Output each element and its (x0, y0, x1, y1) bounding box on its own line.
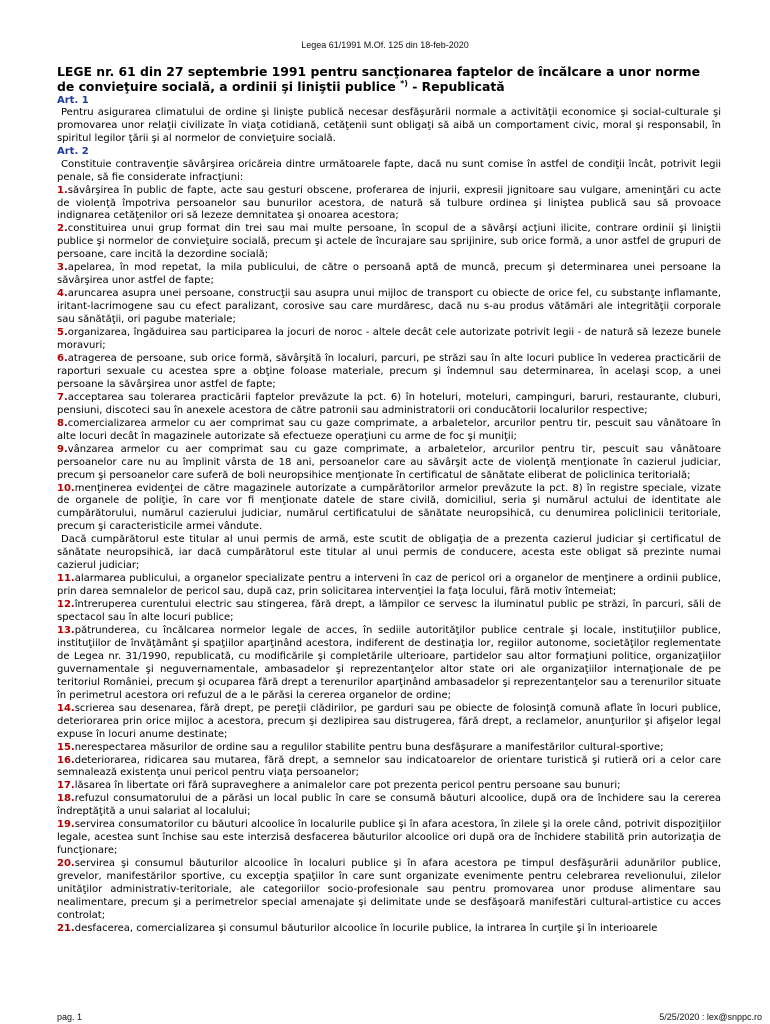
list-item (57, 483, 721, 535)
article-1-text: Pentru asigurarea climatului de ordine şi linişte publică necesar desfăşurării normale a activităţii economice şi social-culturale şi promovarea unor relaţii civilizate în viaţa cotidiană, cetăţenii sunt obligaţi să aibă un comportament civic, moral şi responsabil, în spiritul legilor ţării şi al normelor de convieţuire socială. (57, 107, 721, 145)
article-2-note: Dacă cumpărătorul este titular al unui permis de armă, este scutit de obligaţia de a prezenta cazierul judiciar şi certificatul de sănătate neuropsihică, iar dacă cumpărătorul este titular al unui permis de conducere, acesta este obligat să prezinte numai cazierul judiciar; (57, 534, 721, 572)
item-number: 1. (57, 184, 68, 196)
article-2-items-part2 (57, 573, 721, 936)
list-item (57, 353, 721, 392)
item-text: vânzarea armelor cu aer comprimat sau cu gaze comprimate, a arbaletelor, arcurilor pentru tir, pescuit sau vânătoare persoanelor care nu au împlinit vârsta de 18 ani, persoanelor care au săvârşit acte de violenţă menţionate în cazierul judiciar, precum şi persoanelor care suferă de boli neuropsihice menţionate în certificatul de sănătate eliberat de policlinica teritorială; (57, 443, 721, 481)
list-item (57, 780, 721, 793)
item-text: alarmarea publicului, a organelor specializate pentru a interveni în caz de pericol ori a organelor de menţinere a ordinii publice, prin darea semnalelor de pericol sau, după caz, prin solicitarea intervenţiei la faţa locului, fără motiv întemeiat; (57, 573, 721, 598)
list-item (57, 599, 721, 625)
item-text: nerespectarea măsurilor de ordine sau a regulilor stabilite pentru buna desfăşurare a manifestărilor cultural-sportive; (74, 741, 664, 753)
list-item (57, 755, 721, 781)
item-number: 18. (57, 793, 75, 805)
item-text: atragerea de persoane, sub orice formă, săvârşită în localuri, parcuri, pe străzi sau în alte locuri publice în vederea practicării de raporturi sexuale cu acestea spre a obţine foloase materiale, precum şi îndemnul sau determinarea, în acelaşi scop, a unei persoane la săvârşirea unor astfel de fapte; (57, 352, 721, 390)
item-text: servirea consumatorilor cu băuturi alcoolice în localurile publice şi în afara acestora, în zilele şi la orele când, potrivit dispoziţiilor legale, acestea sunt închise sau este interzisă desfacerea băuturilor alcoolice ori după ora de închidere stabilită prin autorizaţia de funcţionare; (57, 819, 721, 857)
item-text: pătrunderea, cu încălcarea normelor legale de acces, în sediile autorităţilor publice centrale şi locale, instituţiilor publice, instituţiilor de învăţământ şi spaţiilor aparţinând acestora, indiferent de destinaţia lor, regiilor autonome, societăţilor reglementate de Legea nr. 31/1990, republicată, cu modificările şi completările ulterioare, partidelor sau altor formaţiuni politice, organizaţiilor guvernamentale şi neguvernamentale, ambasadelor şi reprezentanţelor altor state ori ale organizaţiilor internaţionale de pe teritoriul României, precum şi ocuparea fără drept a terenurilor aparţinând ambasadelor şi reprezentanţelor sau a terenurilor situate în perimetrul acestora ori refuzul de a le părăsi la cererea organelor de ordine; (57, 624, 721, 701)
item-text: acceptarea sau tolerarea practicării faptelor prevăzute la pct. 6) în hoteluri, moteluri, campinguri, baruri, restaurante, cluburi, pensiuni, discoteci sau în anexele acestora de către patronii sau administratorii ori conducătorii localurilor respective; (57, 391, 721, 416)
item-number: 5. (57, 327, 68, 339)
item-number: 6. (57, 352, 68, 364)
item-text: comercializarea armelor cu aer comprimat sau cu gaze comprimate, a arbaletelor, arcurilor pentru tir, pescuit sau vânătoare în alte locuri decât în magazinele autorizate să efectueze operaţiuni cu arme de foc şi muniţii; (57, 417, 721, 442)
item-text: întreruperea curentului electric sau stingerea, fără drept, a lămpilor ce servesc la iluminatul public pe străzi, în parcuri, săli de spectacol sau în alte locuri publice; (57, 599, 721, 624)
item-text: lăsarea în libertate ori fără supraveghere a animalelor care pot prezenta pericol pentru persoane sau bunuri; (74, 780, 621, 792)
item-text: apelarea, în mod repetat, la mila publicului, de către o persoană aptă de muncă, precum şi determinarea unei persoane la săvârşirea unor astfel de fapte; (57, 262, 721, 287)
list-item (57, 573, 721, 599)
item-number: 11. (57, 573, 75, 585)
list-item (57, 327, 721, 353)
item-number: 3. (57, 262, 68, 274)
page-header: Legea 61/1991 M.Of. 125 din 18-feb-2020 (301, 40, 469, 50)
item-number: 21. (57, 922, 75, 934)
item-number: 19. (57, 819, 75, 831)
list-item (57, 288, 721, 327)
page-number: pag. 1 (57, 1012, 83, 1022)
list-item (57, 223, 721, 262)
list-item (57, 923, 721, 936)
list-item (57, 392, 721, 418)
article-2-items-part1 (57, 185, 721, 535)
item-number: 8. (57, 417, 68, 429)
document-body (57, 64, 721, 936)
law-title-suffix: - Republicată (407, 79, 505, 94)
item-number: 16. (57, 754, 75, 766)
item-number: 10. (57, 482, 75, 494)
footer-date-email: 5/25/2020 : lex@snppc.ro (659, 1012, 762, 1022)
item-text: aruncarea asupra unei persoane, construcţii sau asupra unui mijloc de transport cu obiecte de orice fel, cu substanţe inflamante, iritant-lacrimogene sau cu efect paralizant, corosive sau care murdăresc, dacă nu s-au produs vătămări ale integrităţii corporale sau sănătăţii, ori pagube materiale; (57, 288, 721, 326)
item-text: menţinerea evidenţei de către magazinele autorizate a cumpărătorilor armelor prevăzute la pct. 8) în registre speciale, vizate de organele de poliţie, în care vor fi menţionate datele de stare civilă, domiciliul, seria şi numărul actului de identitate ale cumpărătorului, numărul cazierului judiciar, numărul certificatului de sănătate neuropsihică, cu denumirea policlinicii teritoriale, precum şi caracteristicile armei vândute. (57, 482, 721, 533)
list-item (57, 185, 721, 224)
list-item (57, 444, 721, 483)
list-item (57, 625, 721, 703)
item-text: refuzul consumatorului de a părăsi un local public în care se consumă băuturi alcoolice, după ora de închidere sau la cererea îndreptăţită a unui salariat al localului; (57, 793, 721, 818)
item-number: 7. (57, 391, 68, 403)
item-number: 17. (57, 780, 75, 792)
item-number: 14. (57, 702, 75, 714)
item-text: constituirea unui grup format din trei sau mai multe persoane, în scopul de a săvârşi acţiuni ilicite, contrare ordinii şi liniştii publice şi normelor de convieţuire socială, precum şi actele de încurajare sau sprijinire, sub orice formă, a unor astfel de grupuri de persoane, care incită la dezordine socială; (57, 223, 721, 261)
list-item (57, 262, 721, 288)
list-item (57, 418, 721, 444)
item-text: servirea şi consumul băuturilor alcoolice în localuri publice şi în afara acestora pe timpul desfăşurării adunărilor publice, grevelor, manifestărilor sportive, cu excepţia spaţiilor în care sunt organizate evenimente pentru celebrarea revelionului, zilelor unităţilor administrativ-teritoriale, ale categoriilor socio-profesionale sau pentru promovarea unor produse alimentare sau nealimentare, precum şi a perimetrelor special amenajate şi delimitate unde se desfăşoară manifestări cultural-artistice cu acces controlat; (57, 858, 721, 921)
article-2-intro: Constituie contravenţie săvârşirea oricăreia dintre următoarele fapte, dacă nu sunt comise în astfel de condiţii încât, potrivit legii penale, să fie considerate infracţiuni: (57, 158, 721, 183)
item-number: 12. (57, 599, 75, 611)
article-2-heading: Art. 2 (57, 146, 89, 158)
law-title (57, 64, 721, 94)
article-1-heading: Art. 1 (57, 95, 89, 106)
item-text: deteriorarea, ridicarea sau mutarea, fără drept, a semnelor sau indicatoarelor de orientare turistică şi rutieră ori a celor care semnalează existenţa unui pericol pentru viaţa persoanelor; (57, 754, 721, 779)
item-text: săvârşirea în public de fapte, acte sau gesturi obscene, proferarea de injurii, expresii jignitoare sau vulgare, ameninţări cu acte de violenţă împotriva persoanelor sau bunurilor acestora, de natură să tulbure ordinea şi liniştea publică sau să provoace indignarea cetăţenilor ori să lezeze demnitatea şi onoarea acestora; (57, 184, 721, 222)
item-text: scrierea sau desenarea, fără drept, pe pereţii clădirilor, pe garduri sau pe obiecte de folosinţă comună aflate în locuri publice, deteriorarea prin orice mijloc a acestora, precum şi dezlipirea sau distrugerea, fără drept, a reclamelor, anunţurilor şi afişelor legal expuse în locuri anume destinate; (57, 702, 721, 740)
list-item (57, 703, 721, 742)
list-item (57, 819, 721, 858)
item-number: 2. (57, 223, 68, 235)
item-text: desfacerea, comercializarea şi consumul băuturilor alcoolice în locurile publice, la intrarea în curţile şi în interioarele (74, 922, 658, 934)
item-text: organizarea, îngăduirea sau participarea la jocuri de noroc - altele decât cele autorizate potrivit legii - de natură să lezeze bunele moravuri; (57, 327, 721, 352)
item-number: 9. (57, 443, 68, 455)
item-number: 20. (57, 858, 75, 870)
footnote-marker[interactable]: *) (400, 78, 408, 88)
item-number: 4. (57, 288, 68, 300)
list-item (57, 858, 721, 923)
law-title-main: LEGE nr. 61 din 27 septembrie 1991 pentru sancţionarea faptelor de încălcare a unor norme de convieţuire socială, a ordinii şi liniştii publice (57, 64, 700, 94)
list-item (57, 793, 721, 819)
item-number: 13. (57, 624, 75, 636)
list-item (57, 742, 721, 755)
item-number: 15. (57, 741, 75, 753)
